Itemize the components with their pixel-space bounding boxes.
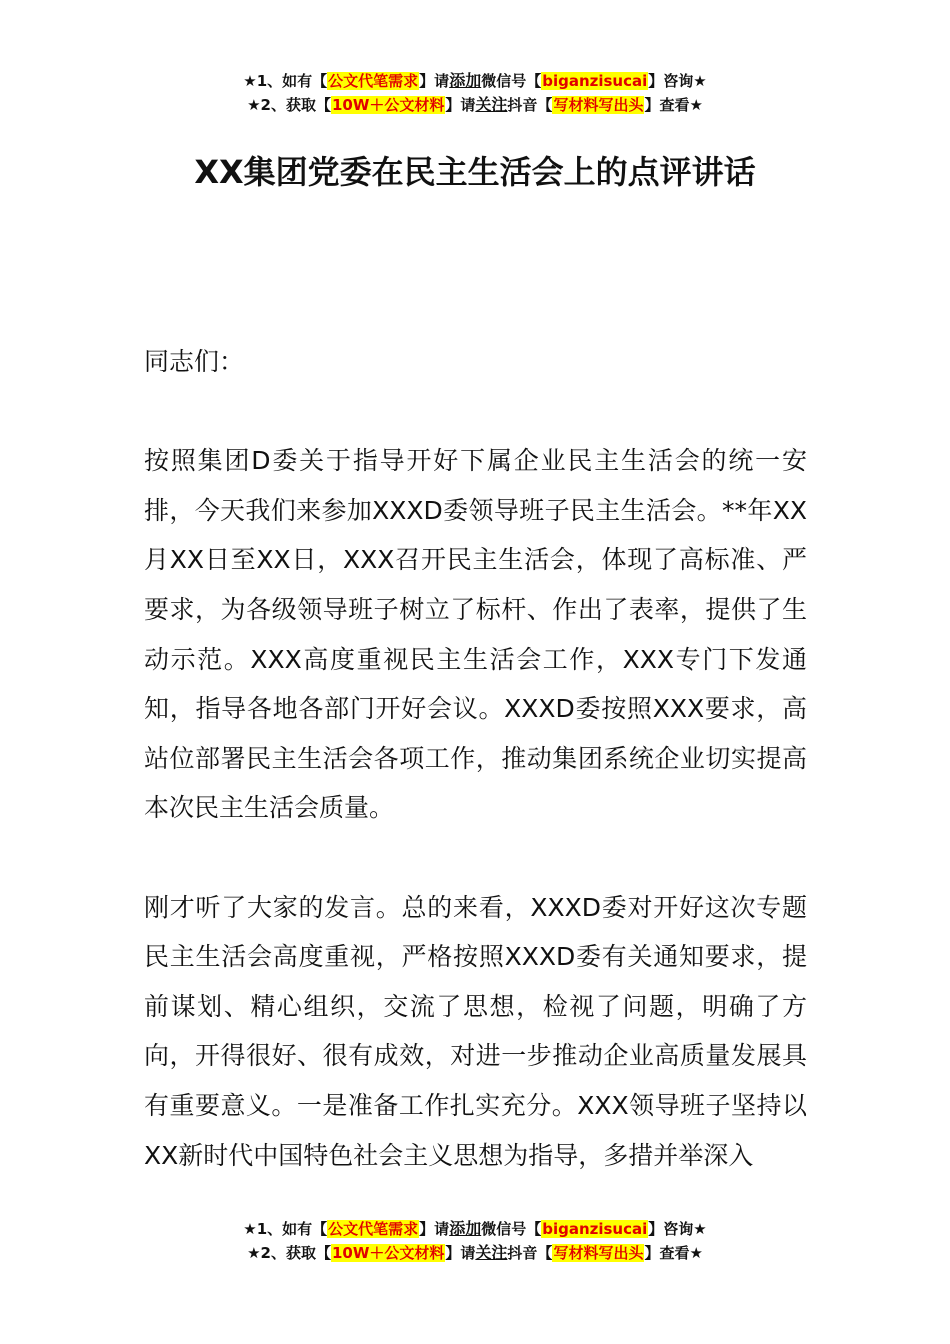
promo-line-2-suffix: 】查看★: [644, 1244, 703, 1262]
promo-line-2-mid2: 抖音【: [507, 1244, 553, 1262]
promo-highlight-douyin-id: 写材料写出头: [553, 96, 644, 114]
body-paragraph-2: 刚才听了大家的发言。总的来看，XXXD委对开好这次专题民主生活会高度重视，严格按照XXXD委有关通知要求，提前谋划、精心组织，交流了思想，检视了问题，明确了方向，开得很好、很有成效，对进一步推动企业高质量发展具有重要意义。一是准备工作扎实充分。XXX领导班子坚持以XX新时代中国特色社会主义思想为指导，多措并举深入: [144, 892, 807, 1170]
promo-line-1-mid2: 微信号【: [481, 72, 542, 90]
promo-line-1-prefix: ★1、如有【: [243, 1220, 328, 1238]
promo-line-1: [0, 69, 950, 93]
promo-line-2-mid2: 抖音【: [507, 96, 553, 114]
promo-line-2-prefix: ★2、获取【: [247, 96, 331, 114]
promo-underlined-follow: 关注: [475, 95, 508, 114]
promo-line-2-mid: 】请: [445, 1244, 476, 1262]
promo-line-1-mid2: 微信号【: [481, 1220, 542, 1238]
promo-line-1-prefix: ★1、如有【: [243, 72, 328, 90]
promo-line-2: [0, 93, 950, 117]
promo-highlight-wechat-id: biganzisucai: [542, 72, 648, 90]
promo-line-1-mid: 】请: [419, 72, 450, 90]
promo-line-2-mid: 】请: [445, 96, 476, 114]
document-title: XX集团党委在民主生活会上的点评讲话: [194, 153, 756, 191]
promo-highlight-materials: 10W＋公文材料: [331, 1244, 445, 1262]
promo-highlight-materials: 10W＋公文材料: [331, 96, 445, 114]
promo-banner-bottom: [0, 1217, 950, 1265]
promo-line-1-suffix: 】咨询★: [648, 1220, 707, 1238]
promo-line-1: [0, 1217, 950, 1241]
promo-line-1-mid: 】请: [419, 1220, 450, 1238]
promo-underlined-add: 添加: [449, 1219, 482, 1238]
promo-line-2-prefix: ★2、获取【: [247, 1244, 331, 1262]
promo-highlight-wechat-id: biganzisucai: [542, 1220, 648, 1238]
promo-line-1-suffix: 】咨询★: [648, 72, 707, 90]
promo-line-2-suffix: 】查看★: [644, 96, 703, 114]
body-paragraph-1: 按照集团D委关于指导开好下属企业民主生活会的统一安排，今天我们来参加XXXD委领导班子民主生活会。**年XX月XX日至XX日，XXX召开民主生活会，体现了高标准、严要求，为各级领导班子树立了标杆、作出了表率，提供了生动示范。XXX高度重视民主生活会工作，XXX专门下发通知，指导各地各部门开好会议。XXXD委按照XXX要求，高站位部署民主生活会各项工作，推动集团系统企业切实提高本次民主生活会质量。: [144, 446, 807, 823]
promo-highlight-douyin-id: 写材料写出头: [553, 1244, 644, 1262]
promo-highlight-service: 公文代笔需求: [328, 1220, 419, 1238]
document-body: [144, 337, 807, 1230]
promo-line-2: [0, 1241, 950, 1265]
promo-underlined-follow: 关注: [475, 1243, 508, 1262]
promo-underlined-add: 添加: [449, 71, 482, 90]
promo-highlight-service: 公文代笔需求: [328, 72, 419, 90]
promo-banner-top: [0, 69, 950, 117]
salutation: 同志们：: [144, 347, 245, 376]
